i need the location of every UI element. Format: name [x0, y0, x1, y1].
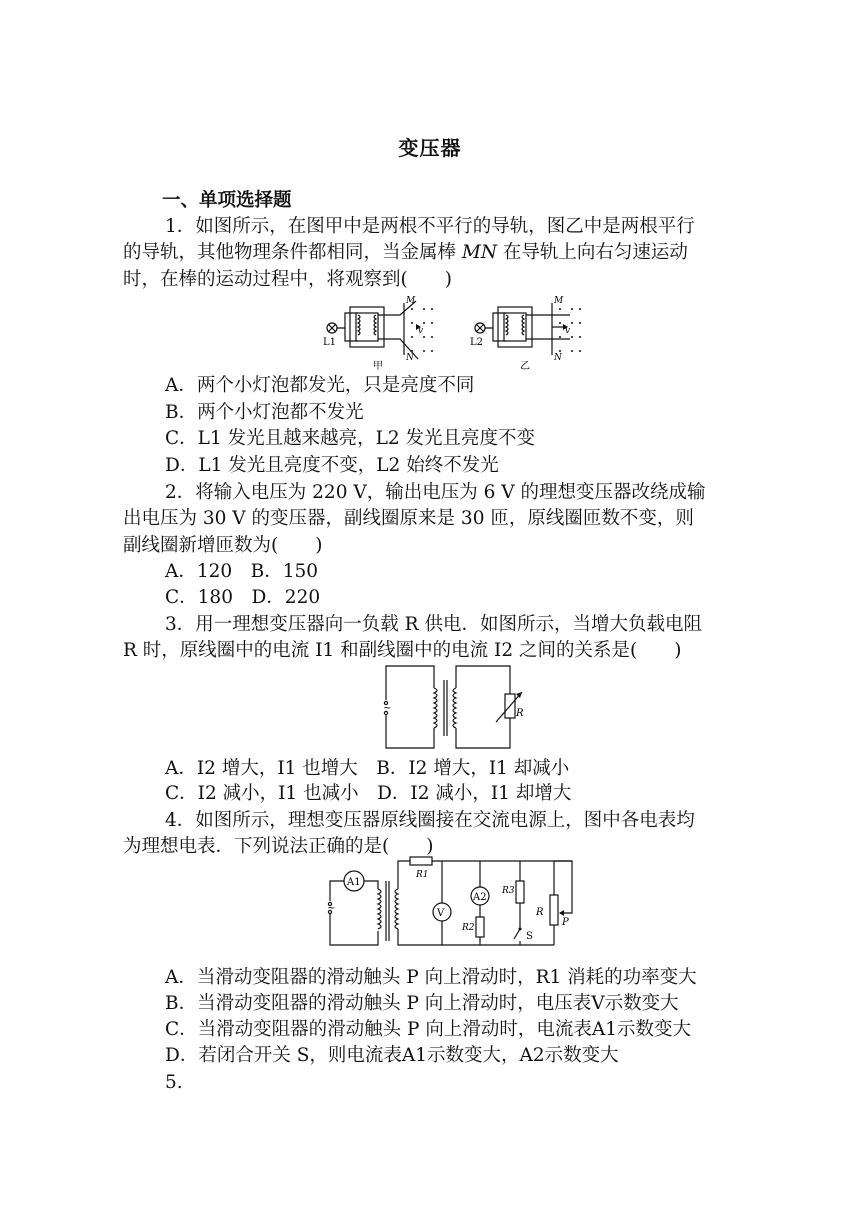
q2-line3: 副线圈新增匝数为( ) — [123, 535, 323, 556]
fig-label-r2: R2 — [462, 923, 475, 933]
q3-line2: R 时，原线圈中的电流 I1 和副线圈中的电流 I2 之间的关系是( ) — [123, 640, 682, 661]
fig-label-m: M — [406, 296, 416, 306]
q3-figure — [378, 662, 538, 754]
q2-options-cd: C．180 D．220 — [165, 587, 321, 608]
q4-option-a: A．当滑动变阻器的滑动触头 P 向上滑动时，R1 消耗的功率变大 — [165, 967, 697, 988]
fig-caption-yi: 乙 — [520, 361, 530, 372]
q1-line3: 时，在棒的运动过程中，将观察到( ) — [123, 269, 452, 290]
q1-figure — [320, 293, 590, 373]
fig-meter-v: V — [437, 908, 445, 919]
q2-line1: 2．将输入电压为 220 V，输出电压为 6 V 的理想变压器改绕成输 — [165, 482, 706, 503]
q4-option-d: D．若闭合开关 S，则电流表A1示数变大，A2示数变大 — [165, 1045, 619, 1066]
q1-option-a: A．两个小灯泡都发光，只是亮度不同 — [165, 375, 475, 396]
fig-label-r: R — [536, 907, 544, 918]
fig-meter-a1: A1 — [347, 877, 361, 888]
q3-options-ab: A．I2 增大，I1 也增大 B．I2 增大，I1 却减小 — [165, 758, 570, 779]
q4-figure — [322, 855, 592, 951]
fig-label-n2: N — [554, 353, 562, 363]
q1-line2: 的导轨，其他物理条件都相同，当金属棒 MN 在导轨上向右匀速运动 — [123, 242, 688, 263]
fig-label-l2: L2 — [470, 337, 484, 348]
q4-option-c: C．当滑动变阻器的滑动触头 P 向上滑动时，电流表A1示数变大 — [165, 1019, 691, 1040]
fig-label-l1: L1 — [323, 337, 337, 348]
fig-label-v2: v — [565, 326, 571, 336]
svg-text:~: ~ — [383, 703, 392, 714]
q4-line2: 为理想电表．下列说法正确的是( ) — [123, 836, 434, 857]
fig-label-m2: M — [554, 296, 564, 306]
q4-option-b: B．当滑动变阻器的滑动触头 P 向上滑动时，电压表V示数变大 — [165, 993, 679, 1014]
page-title: 变压器 — [398, 136, 462, 160]
fig-label-p: P — [562, 917, 569, 928]
section-heading: 一、单项选择题 — [162, 190, 292, 211]
q3-line1: 3．用一理想变压器向一负载 R 供电．如图所示，当增大负载电阻 — [165, 614, 702, 635]
q4-line1: 4．如图所示，理想变压器原线圈接在交流电源上，图中各电表均 — [165, 810, 695, 831]
q2-line2: 出电压为 30 V 的变压器，副线圈原来是 30 匝，原线圈匝数不变，则 — [123, 508, 694, 529]
q1-option-c: C．L1 发光且越来越亮，L2 发光且亮度不变 — [165, 428, 536, 449]
q2-options-ab: A．120 B．150 — [165, 561, 319, 582]
q1-option-b: B．两个小灯泡都不发光 — [165, 402, 364, 423]
fig-label-s: S — [526, 931, 533, 942]
q1-option-d: D．L1 发光且亮度不变，L2 始终不发光 — [165, 455, 499, 476]
fig-label-r3: R3 — [502, 886, 515, 896]
fig-label-n: N — [406, 353, 414, 363]
q3-options-cd: C．I2 减小，I1 也减小 D．I2 减小，I1 却增大 — [165, 783, 572, 804]
fig-label-r: R — [516, 708, 524, 719]
svg-text:~: ~ — [327, 903, 336, 914]
fig-label-r1: R1 — [416, 870, 429, 880]
fig-caption-jia: 甲 — [373, 361, 383, 372]
q5-line1: 5. — [165, 1072, 183, 1093]
q1-line1: 1．如图所示，在图甲中是两根不平行的导轨，图乙中是两根平行 — [165, 216, 695, 237]
fig-label-v: v — [418, 326, 424, 336]
fig-meter-a2: A2 — [473, 892, 487, 903]
